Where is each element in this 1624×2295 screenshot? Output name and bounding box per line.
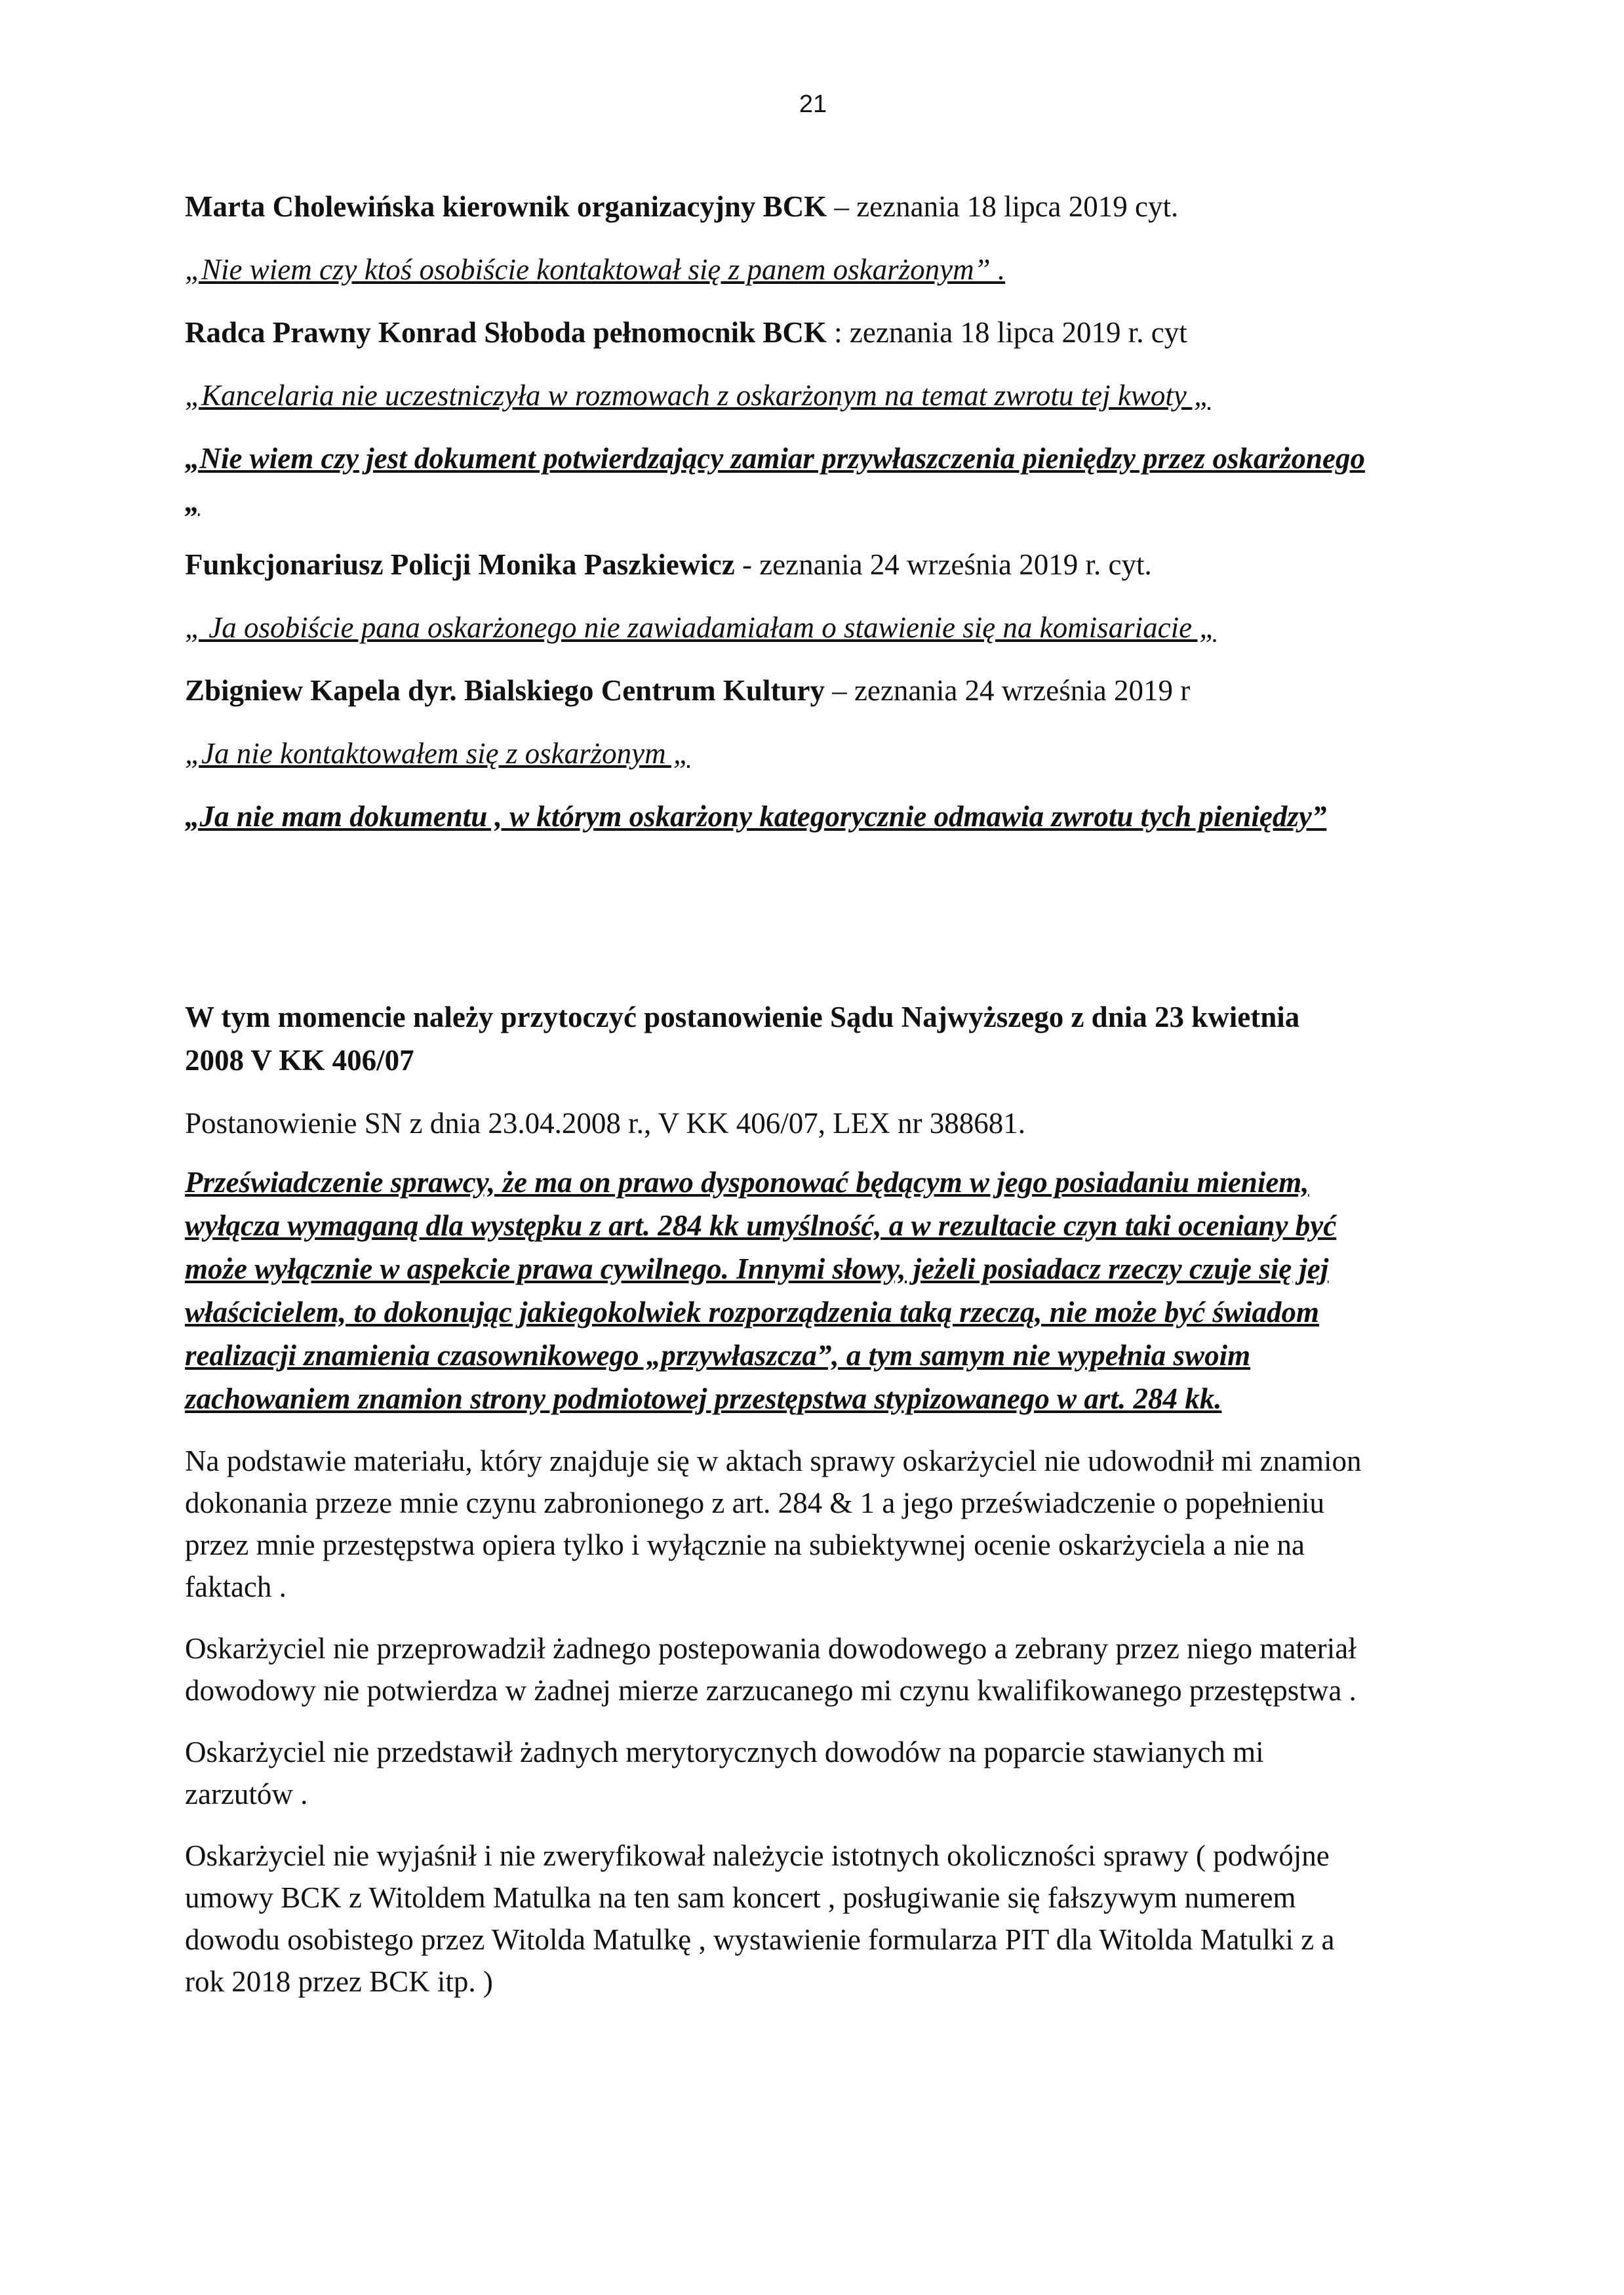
argument-paragraph: Oskarżyciel nie wyjaśnił i nie zweryfikował należycie istotnych okoliczności sprawy ( podwójne umowy BCK z Witoldem Matulka na ten sam koncert , posługiwanie się fałszywym numerem dowodu osobistego przez Witolda Matulkę , wystawienie formularza PIT dla Witolda Matulki z a rok 2018 przez BCK itp. ) — [185, 1839, 1335, 1998]
testimony-date: - zeznania 24 września 2019 r. cyt. — [734, 548, 1152, 581]
court-thesis: Przeświadczenie sprawcy, że ma on prawo dysponować będącym w jego posiadaniu mieniem, wyłącza wymaganą dla występku z art. 284 kk umyślność, a w rezultacie czyn taki oceniany być może wyłącznie w aspekcie prawa cywilnego. Innymi słowy, jeżeli posiadacz rzeczy czuje się jej właścicielem, to dokonując jakiegokolwiek rozporządzenia taką rzeczą, nie może być świadom realizacji znamienia czasownikowego „przywłaszcza”, a tym samym nie wypełnia swoim zachowaniem znamion strony podmiotowej przestępstwa stypizowanego w art. 284 kk. — [185, 1166, 1337, 1415]
witness-name: Radca Prawny Konrad Słoboda pełnomocnik BCK — [185, 316, 827, 349]
testimony-date: – zeznania 18 lipca 2019 cyt. — [827, 190, 1179, 223]
testimony-quote: „ Ja osobiście pana oskarżonego nie zawiadamiałam o stawienie się na komisariacie „ — [185, 611, 1216, 644]
testimony-header — [185, 185, 1365, 228]
argument-paragraph: Oskarżyciel nie przeprowadził żadnego postepowania dowodowego a zebrany przez niego materiał dowodowy nie potwierdza w żadnej mierze zarzucanego mi czynu kwalifikowanego przestępstwa . — [185, 1632, 1357, 1707]
argument-paragraph: Na podstawie materiału, który znajduje się w aktach sprawy oskarżyciel nie udowodnił mi znamion dokonania przeze mnie czynu zabronionego z art. 284 & 1 a jego przeświadczenie o popełnieniu przez mnie przestępstwa opiera tylko i wyłącznie na subiektywnej ocenie oskarżyciela a nie na faktach . — [185, 1445, 1362, 1603]
witness-name: Marta Cholewińska kierownik organizacyjny BCK — [185, 190, 827, 223]
page-content — [185, 185, 1365, 2022]
testimony-quote-bold: „Ja nie mam dokumentu , w którym oskarżony kategorycznie odmawia zwrotu tych pieniędzy” — [185, 800, 1327, 833]
witness-name: Zbigniew Kapela dyr. Bialskiego Centrum Kultury — [185, 674, 825, 707]
testimony-date: – zeznania 24 września 2019 r — [824, 674, 1191, 707]
spacer — [185, 858, 1365, 995]
testimony-quote: „Kancelaria nie uczestniczyła w rozmowach z oskarżonym na temat zwrotu tej kwoty „ — [185, 379, 1211, 412]
testimony-quote: „Nie wiem czy ktoś osobiście kontaktował się z panem oskarżonym” . — [185, 253, 1006, 286]
argument-paragraph: Oskarżyciel nie przedstawił żadnych merytorycznych dowodów na poparcie stawianych mi zarzutów . — [185, 1736, 1264, 1810]
intro-heading: W tym momencie należy przytoczyć postanowienie Sądu Najwyższego z dnia 23 kwietnia 2008 V KK 406/07 — [185, 1001, 1300, 1077]
testimony-quote: „Ja nie kontaktowałem się z oskarżonym „ — [185, 737, 690, 770]
court-reference: Postanowienie SN z dnia 23.04.2008 r., V KK 406/07, LEX nr 388681. — [185, 1107, 1026, 1140]
page-number: 21 — [799, 90, 827, 118]
testimony-header — [185, 669, 1365, 712]
testimony-date: : zeznania 18 lipca 2019 r. cyt — [826, 316, 1187, 349]
testimony-header — [185, 311, 1365, 354]
testimony-quote-bold: „Nie wiem czy jest dokument potwierdzający zamiar przywłaszczenia pieniędzy przez oskarżonego „ — [185, 442, 1365, 518]
witness-name: Funkcjonariusz Policji Monika Paszkiewicz — [185, 548, 735, 581]
testimony-header — [185, 543, 1365, 586]
